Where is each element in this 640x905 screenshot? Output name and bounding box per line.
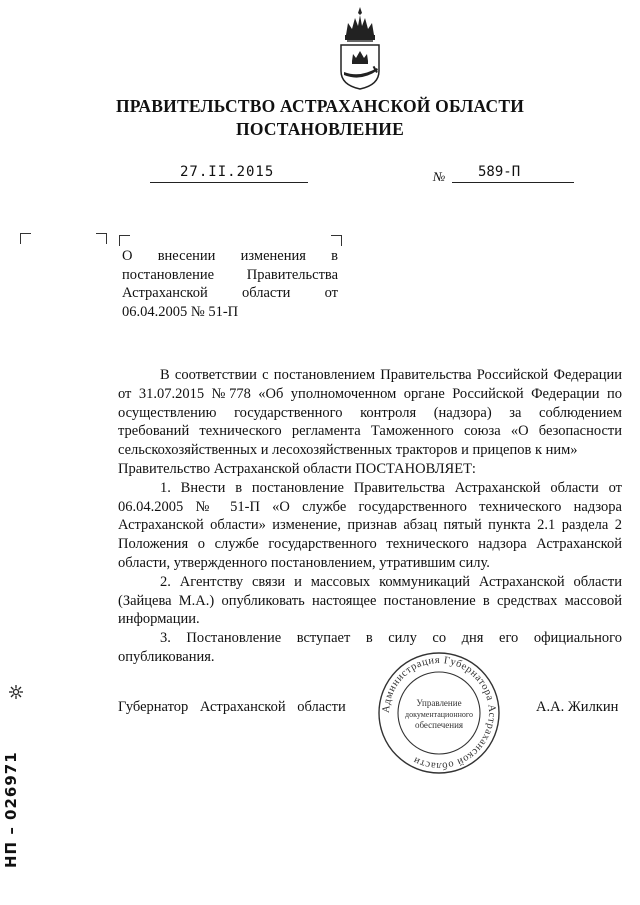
preamble-paragraph: В соответствии с постановлением Правительства Российской Федерации от 31.07.2015 №778 «Об уполномоченном органе Российской Федерации по осуществлению государственного контроля (надзора) за соблюдением требований технического регламента Таможенного союза «О безопасности сельскохозяйственных и лесохозяйственных тракторов и прицепов к ним» <box>118 367 622 459</box>
margin-serial-number: НП – 026971 <box>2 751 20 868</box>
item-3-paragraph: 3. Постановление вступает в силу со дня его официального опубликования. <box>118 630 622 665</box>
org-title: ПРАВИТЕЛЬСТВО АСТРАХАНСКОЙ ОБЛАСТИ <box>115 96 525 116</box>
resolves-paragraph: Правительство Астраханской области ПОСТАНОВЛЯЕТ: <box>118 460 476 477</box>
document-date: 27.II.2015 <box>180 164 275 180</box>
document-subject: О внесении изменения в постановление Правительства Астраханской области от 06.04.2005 № 51-П <box>122 248 338 320</box>
document-body <box>118 366 622 667</box>
official-stamp <box>376 650 502 776</box>
stamp-center-line: документационного <box>405 710 473 719</box>
document-number: 589-П <box>478 164 521 180</box>
stamp-center-line: Управление <box>416 698 462 708</box>
stamp-ring-text: Администрация Губернатора Астраханской области <box>380 654 498 772</box>
number-underline <box>452 182 574 183</box>
signatory-name: А.А. Жилкин <box>536 699 619 715</box>
doc-type-title: ПОСТАНОВЛЕНИЕ <box>236 119 404 139</box>
corner-mark <box>119 235 130 246</box>
number-sign: № <box>433 169 446 184</box>
stamp-center-line: обеспечения <box>414 720 464 730</box>
item-1-paragraph: 1. Внести в постановление Правительства Астраханской области от 06.04.2005 № 51-П «О службе государственного технического надзора Астраханской области» изменение, признав абзац пятый пункта 2.1 раздела 2 Положения о службе государственного технического надзора Астраханской области, утвержденного постановлением, утратившим силу. <box>118 479 622 571</box>
corner-mark <box>20 233 31 244</box>
corner-mark <box>96 233 107 244</box>
item-2-paragraph: 2. Агентству связи и массовых коммуникаций Астраханской области (Зайцева М.А.) опубликовать настоящее постановление в средствах массовой информации. <box>118 573 622 628</box>
date-underline <box>150 182 308 183</box>
signatory-title: Губернатор Астраханской области <box>118 699 346 715</box>
corner-mark <box>331 235 342 246</box>
coat-of-arms-emblem <box>333 5 387 91</box>
ornament-icon <box>8 684 24 700</box>
